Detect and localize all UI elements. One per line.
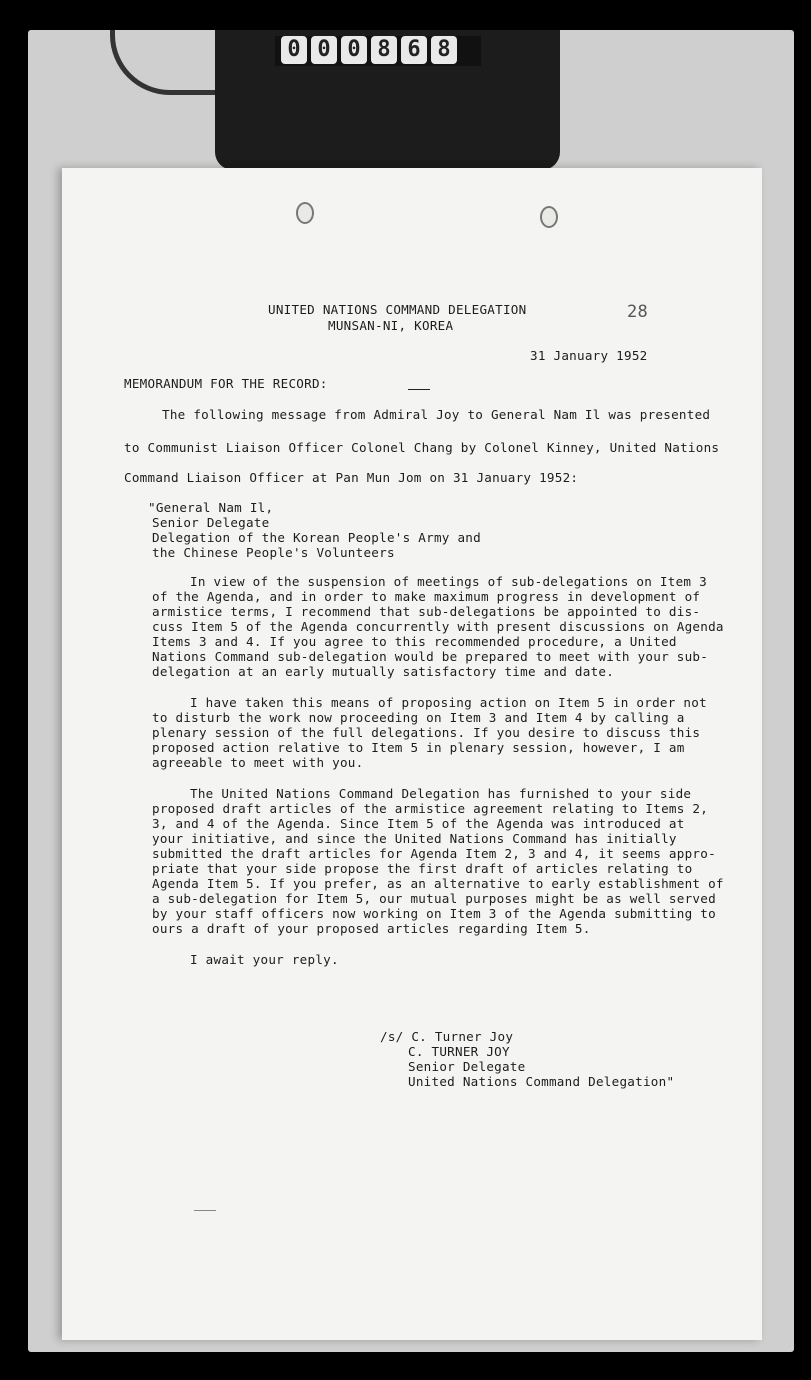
- closing-line: I await your reply.: [190, 952, 339, 967]
- paragraph-line: submitted the draft articles for Agenda Item 2, 3 and 4, it seems appro-: [152, 846, 716, 861]
- paragraph-line: proposed action relative to Item 5 in plenary session, however, I am: [152, 740, 685, 755]
- paragraph-line: In view of the suspension of meetings of sub-delegations on Item 3: [190, 574, 707, 589]
- paragraph-line: The United Nations Command Delegation has furnished to your side: [190, 786, 692, 801]
- paragraph-line: priate that your side propose the first draft of articles relating to: [152, 861, 693, 876]
- counter-digit: 0: [281, 36, 307, 64]
- addressee-line: the Chinese People's Volunteers: [152, 545, 395, 560]
- addressee-line: Senior Delegate: [152, 515, 270, 530]
- signature-line: United Nations Command Delegation": [408, 1074, 675, 1089]
- paragraph-line: Agenda Item 5. If you prefer, as an alternative to early establishment of: [152, 876, 724, 891]
- paragraph-line: to disturb the work now proceeding on Item 3 and Item 4 by calling a: [152, 710, 685, 725]
- paragraph-line: by your staff officers now working on Item 3 of the Agenda submitting to: [152, 906, 716, 921]
- counter-digit: 8: [371, 36, 397, 64]
- paragraph-line: a sub-delegation for Item 5, our mutual purposes might be as well served: [152, 891, 716, 906]
- signature-line: C. TURNER JOY: [408, 1044, 510, 1059]
- memo-heading: MEMORANDUM FOR THE RECORD:: [124, 376, 328, 391]
- paragraph-line: plenary session of the full delegations. If you desire to discuss this: [152, 725, 701, 740]
- signature-line: Senior Delegate: [408, 1059, 526, 1074]
- paragraph-line: armistice terms, I recommend that sub-delegations be appointed to dis-: [152, 604, 701, 619]
- punch-hole: [296, 202, 314, 224]
- signature-line: /s/ C. Turner Joy: [380, 1029, 514, 1044]
- frame-counter: [215, 30, 560, 170]
- paragraph-line: 3, and 4 of the Agenda. Since Item 5 of the Agenda was introduced at: [152, 816, 685, 831]
- paragraph-line: delegation at an early mutually satisfactory time and date.: [152, 664, 615, 679]
- place-heading: MUNSAN-NI, KOREA: [328, 318, 454, 333]
- counter-digit: 8: [431, 36, 457, 64]
- intro-line: to Communist Liaison Officer Colonel Chang by Colonel Kinney, United Nations: [124, 440, 720, 455]
- paragraph-line: your initiative, and since the United Nations Command has initially: [152, 831, 677, 846]
- intro-line: Command Liaison Officer at Pan Mun Jom on 31 January 1952:: [124, 470, 579, 485]
- counter-digit: 0: [311, 36, 337, 64]
- counter-window: [275, 36, 481, 66]
- memo-date: 31 January 1952: [530, 348, 648, 363]
- paragraph-line: cuss Item 5 of the Agenda concurrently with present discussions on Agenda: [152, 619, 724, 634]
- paragraph-line: of the Agenda, and in order to make maximum progress in development of: [152, 589, 701, 604]
- memo-page: [62, 168, 762, 1340]
- counter-digit: 0: [341, 36, 367, 64]
- intro-line: The following message from Admiral Joy to General Nam Il was presented: [162, 407, 711, 422]
- addressee-line: "General Nam Il,: [148, 500, 274, 515]
- paragraph-line: Items 3 and 4. If you agree to this recommended procedure, a United: [152, 634, 677, 649]
- punch-hole: [540, 206, 558, 228]
- page-number: 28: [627, 302, 648, 322]
- addressee-line: Delegation of the Korean People's Army and: [152, 530, 481, 545]
- org-heading: UNITED NATIONS COMMAND DELEGATION: [268, 302, 527, 317]
- stray-mark: [194, 1210, 216, 1211]
- paragraph-line: agreeable to meet with you.: [152, 755, 364, 770]
- paragraph-line: proposed draft articles of the armistice agreement relating to Items 2,: [152, 801, 709, 816]
- counter-digit: 6: [401, 36, 427, 64]
- stray-mark: [408, 389, 430, 390]
- paragraph-line: Nations Command sub-delegation would be prepared to meet with your sub-: [152, 649, 709, 664]
- paragraph-line: I have taken this means of proposing action on Item 5 in order not: [190, 695, 707, 710]
- paragraph-line: ours a draft of your proposed articles regarding Item 5.: [152, 921, 591, 936]
